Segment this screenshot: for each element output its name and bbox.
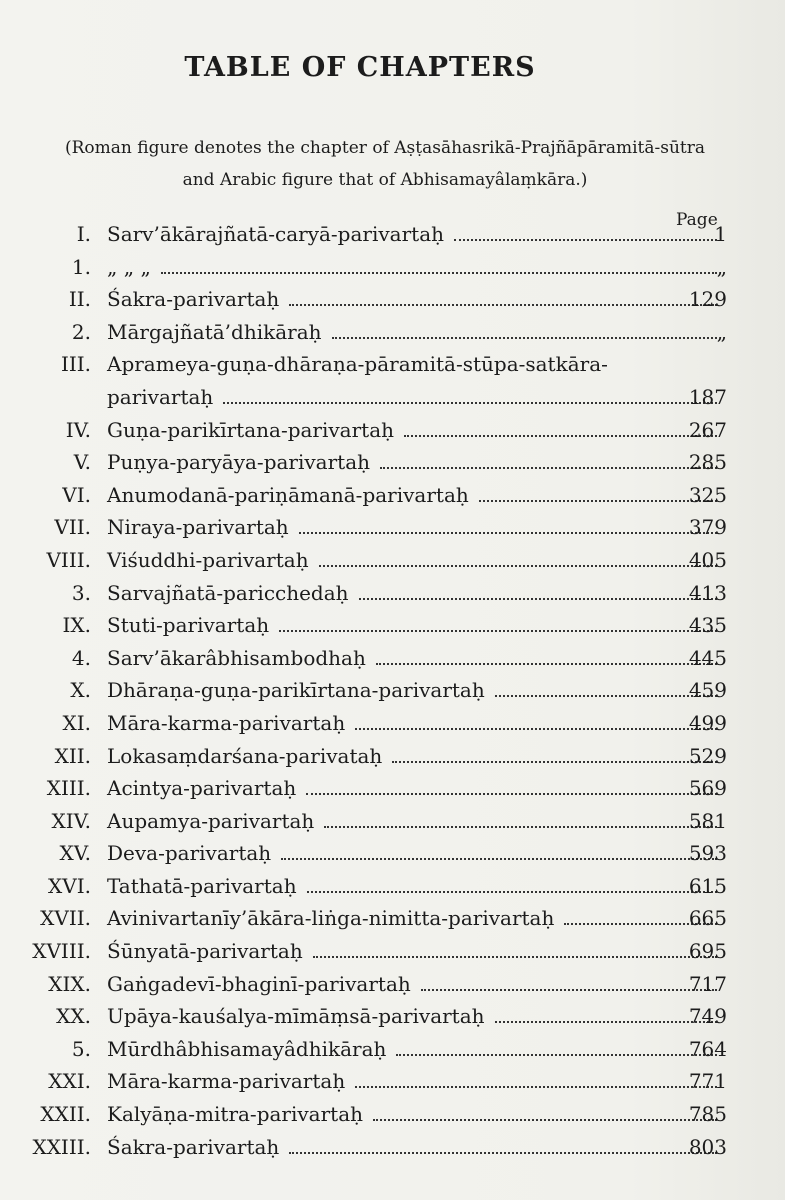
explanatory-note [60, 132, 710, 196]
dot-leader [355, 707, 717, 730]
chapter-title-cell [107, 511, 725, 543]
chapter-title-cell [107, 740, 725, 772]
chapter-title-cell [107, 837, 725, 869]
toc-row [0, 902, 785, 935]
dot-leader [223, 381, 717, 404]
chapter-title: Sarv’ākarâbhisambodhaḥ [107, 645, 366, 670]
page-number: „ [716, 319, 727, 344]
toc-row [0, 805, 785, 838]
chapter-title: Niraya-parivartaḥ [107, 515, 289, 540]
chapter-title: Śakra-parivartaḥ [107, 287, 280, 312]
chapter-title: Śakra-parivartaḥ [107, 1134, 280, 1159]
toc-row [0, 316, 785, 349]
chapter-number: I. [76, 222, 91, 246]
dot-leader [299, 511, 717, 534]
chapter-number: XIII. [46, 776, 91, 801]
chapter-title-cell [107, 1098, 725, 1130]
dot-leader [355, 1065, 717, 1088]
toc-row [0, 740, 785, 773]
page-number: 615 [688, 873, 727, 898]
dot-leader [289, 283, 717, 306]
chapter-number: XVIII. [32, 939, 91, 964]
toc-row [0, 642, 785, 675]
chapter-title-cell [107, 283, 725, 315]
chapter-number: VII. [54, 515, 91, 540]
note-line-1: (Roman figure denotes the chapter of Aṣṭasāhasrikā-Prajñāpāramitā-sūtra [64, 138, 705, 158]
toc-row [0, 348, 785, 381]
chapter-title: Stuti-parivartaḥ [107, 613, 270, 638]
chapter-title-cell [107, 935, 725, 967]
chapter-title-cell [107, 642, 725, 674]
chapter-title: Anumodanā-pariṇāmanā-parivartaḥ [107, 482, 469, 507]
chapter-title-cell [107, 251, 725, 283]
dot-leader [454, 218, 717, 241]
page-number: 435 [688, 613, 727, 638]
page-number: 187 [688, 384, 727, 409]
page-number: 764 [688, 1036, 727, 1061]
table-of-chapters [0, 218, 785, 1163]
chapter-title: Lokasaṃdarśana-parivataḥ [107, 743, 383, 768]
chapter-number: IX. [62, 613, 91, 638]
page-number: 459 [688, 678, 727, 703]
page-title: TABLE OF CHAPTERS [184, 52, 536, 83]
page-number: 771 [688, 1069, 727, 1094]
chapter-title: Aupamya-parivartaḥ [107, 808, 315, 833]
chapter-number: XX. [56, 1004, 91, 1029]
chapter-title: Sarv’ākārajñatā-caryā-parivartaḥ [107, 222, 444, 246]
page-number: 499 [688, 710, 727, 735]
chapter-number: XVII. [40, 906, 91, 931]
chapter-title: Mūrdhâbhisamayâdhikāraḥ [107, 1036, 387, 1061]
dot-leader [324, 805, 717, 828]
chapter-number: XXII. [40, 1102, 91, 1127]
toc-row [0, 837, 785, 870]
chapter-number: IV. [65, 417, 91, 442]
dot-leader [313, 935, 717, 958]
chapter-title: Upāya-kauśalya-mīmāṃsā-parivartaḥ [107, 1004, 485, 1029]
dot-leader [279, 609, 717, 632]
chapter-title: Deva-parivartaḥ [107, 841, 272, 866]
chapter-number: XIV. [51, 808, 91, 833]
chapter-title: Tathatā-parivartaḥ [107, 873, 297, 898]
page-number: „ [716, 254, 727, 279]
toc-row [0, 1033, 785, 1066]
chapter-number: V. [73, 450, 91, 475]
chapter-number: XXI. [48, 1069, 91, 1094]
toc-row [0, 1098, 785, 1131]
toc-row [0, 968, 785, 1001]
dot-leader [289, 1131, 717, 1154]
page-column-label: Page [676, 210, 718, 230]
toc-row [0, 577, 785, 610]
dot-leader [479, 479, 717, 502]
chapter-title: Kalyāṇa-mitra-parivartaḥ [107, 1102, 363, 1127]
chapter-number: 3. [71, 580, 91, 605]
chapter-number: 5. [71, 1036, 91, 1061]
toc-row [0, 674, 785, 707]
chapter-title: Sarvajñatā-paricchedaḥ [107, 580, 349, 605]
chapter-title-cell [107, 479, 725, 511]
chapter-number: XII. [54, 743, 91, 768]
page-number: 413 [688, 580, 727, 605]
toc-row [0, 446, 785, 479]
chapter-number: XVI. [48, 873, 91, 898]
chapter-title-cell [107, 805, 725, 837]
chapter-title: parivartaḥ [107, 384, 214, 409]
dot-leader [392, 740, 717, 763]
dot-leader [618, 348, 717, 371]
chapter-title: Puṇya-paryāya-parivartaḥ [107, 450, 370, 475]
toc-row [0, 283, 785, 316]
chapter-title-cell [107, 609, 725, 641]
chapter-title-cell [107, 1131, 725, 1163]
chapter-title-cell [107, 577, 725, 609]
chapter-title: Avinivartanīy’ākāra-liṅga-nimitta-parivartaḥ [107, 906, 555, 931]
page-number: 379 [688, 515, 727, 540]
page-number: 325 [688, 482, 727, 507]
dot-leader [319, 544, 717, 567]
chapter-number: 1. [71, 254, 91, 279]
page-number: 593 [688, 841, 727, 866]
chapter-title: Acintya-parivartaḥ [107, 776, 297, 801]
dot-leader [359, 577, 717, 600]
chapter-number: XXIII. [32, 1134, 91, 1159]
page-number: 1 [714, 222, 727, 246]
chapter-number: VI. [62, 482, 91, 507]
toc-row [0, 609, 785, 642]
chapter-title-cell [107, 544, 725, 576]
dot-leader [396, 1033, 717, 1056]
page-number: 785 [688, 1102, 727, 1127]
toc-row [0, 381, 785, 414]
chapter-number: VIII. [46, 547, 91, 572]
toc-row [0, 544, 785, 577]
chapter-number: II. [68, 287, 91, 312]
toc-row [0, 479, 785, 512]
chapter-title: Aprameya-guṇa-dhāraṇa-pāramitā-stūpa-satkāra- [107, 352, 608, 377]
chapter-title: Māra-karma-parivartaḥ [107, 710, 346, 735]
toc-row [0, 218, 785, 251]
toc-row [0, 1131, 785, 1164]
dot-leader [332, 316, 717, 339]
page-number: 749 [688, 1004, 727, 1029]
chapter-title-cell [107, 1000, 725, 1032]
chapter-number: III. [60, 352, 91, 377]
chapter-title-cell [107, 348, 725, 380]
chapter-number: XI. [62, 710, 91, 735]
page-number: 129 [688, 287, 727, 312]
dot-leader [281, 837, 717, 860]
toc-row [0, 511, 785, 544]
chapter-number: 2. [71, 319, 91, 344]
chapter-number: XV. [59, 841, 91, 866]
toc-row [0, 1065, 785, 1098]
page-number: 695 [688, 939, 727, 964]
chapter-title-cell [107, 1065, 725, 1097]
toc-row [0, 707, 785, 740]
chapter-title-cell [107, 902, 725, 934]
chapter-title: Gaṅgadevī-bhaginī-parivartaḥ [107, 971, 411, 996]
chapter-title-cell [107, 446, 725, 478]
chapter-title: Dhāraṇa-guṇa-parikīrtana-parivartaḥ [107, 678, 485, 703]
chapter-title-cell [107, 414, 725, 446]
chapter-title: Viśuddhi-parivartaḥ [107, 547, 309, 572]
page-number: 803 [688, 1134, 727, 1159]
page-number: 445 [688, 645, 727, 670]
toc-row [0, 935, 785, 968]
chapter-title: Śūnyatā-parivartaḥ [107, 939, 303, 964]
chapter-title: Māra-karma-parivartaḥ [107, 1069, 346, 1094]
dot-leader [161, 251, 717, 274]
chapter-title-cell [107, 707, 725, 739]
chapter-title-cell [107, 674, 725, 706]
page-number: 405 [688, 547, 727, 572]
dot-leader [421, 968, 717, 991]
chapter-number: XIX. [48, 971, 91, 996]
dot-leader [380, 446, 717, 469]
toc-row [0, 251, 785, 284]
page-number: 569 [688, 776, 727, 801]
dot-leader [495, 674, 717, 697]
chapter-title: Mārgajñatā’dhikāraḥ [107, 319, 322, 344]
chapter-title-cell [107, 772, 725, 804]
chapter-title-cell [107, 1033, 725, 1065]
page-number: 285 [688, 450, 727, 475]
toc-row [0, 1000, 785, 1033]
dot-leader [373, 1098, 717, 1121]
dot-leader [376, 642, 717, 665]
toc-row [0, 414, 785, 447]
chapter-title: Guṇa-parikīrtana-parivartaḥ [107, 417, 395, 442]
chapter-title: „ „ „ [107, 254, 151, 279]
page-number: 267 [688, 417, 727, 442]
chapter-number: X. [70, 678, 91, 703]
dot-leader [404, 414, 717, 437]
chapter-number: 4. [71, 645, 91, 670]
page-number: 665 [688, 906, 727, 931]
toc-row [0, 870, 785, 903]
chapter-title-cell [107, 316, 725, 348]
toc-row [0, 772, 785, 805]
chapter-title-cell [107, 381, 725, 413]
chapter-title-cell [107, 218, 725, 250]
page-number: 529 [688, 743, 727, 768]
page-number: 581 [688, 808, 727, 833]
dot-leader [306, 772, 717, 795]
page-number: 717 [688, 971, 727, 996]
dot-leader [307, 870, 717, 893]
chapter-title-cell [107, 870, 725, 902]
dot-leader [495, 1000, 717, 1023]
note-line-2: and Arabic figure that of Abhisamayâlaṃkāra.) [182, 170, 588, 190]
chapter-title-cell [107, 968, 725, 1000]
